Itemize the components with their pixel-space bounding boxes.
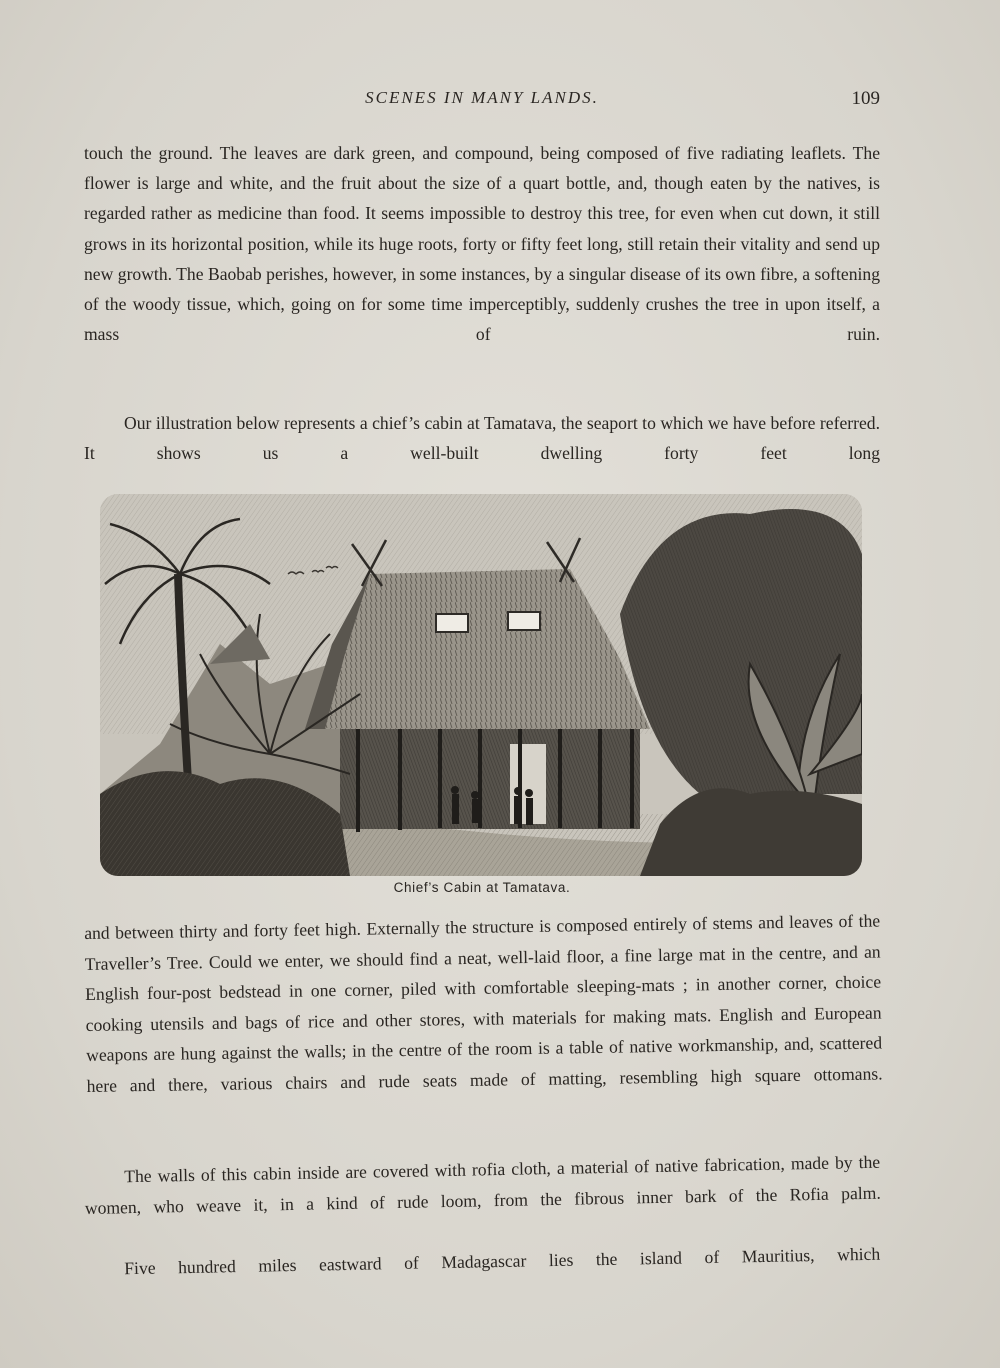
page-number: 109 (851, 88, 880, 109)
paragraph-illustration-intro: Our illustration below represents a chief’s cabin at Tamatava, the seaport to which we have before referred. It shows us a well-built dwelling forty feet long (84, 413, 880, 464)
figure-caption: Chief’s Cabin at Tamatava. (393, 880, 571, 895)
paragraph-baobab: touch the ground. The leaves are dark green, and compound, being composed of five radiating leaflets. The flower is large and white, and the fruit about the size of a quart bottle, and, though eaten by the natives, is regarded rather as medicine than food. It seems impossible to destroy this tree, for even when cut down, it still grows in its horizontal position, while its huge roots, forty or fifty feet long, still retain their vitality and send up new growth. The Baobab perishes, however, in some instances, by a singular disease of its own fibre, a softening of the woody tissue, which, going on for some time imperceptibly, suddenly crushes the tree in upon itself, a mass of ruin. (84, 143, 880, 345)
running-title: SCENES IN MANY LANDS. (365, 88, 599, 107)
paragraph-rofia-cloth: The walls of this cabin inside are covered with rofia cloth, a material of native fabrication, made by the women, who weave it, in a kind of rude loom, from the fibrous inner bark of the Rofia palm. (84, 1151, 881, 1218)
cabin-engraving-drawing (100, 494, 862, 876)
paragraph-cabin-interior: and between thirty and forty feet high. Externally the structure is composed entirely of stems and leaves of the Traveller’s Tree. Could we enter, we should find a neat, well-laid floor, a fine large mat in the centre, and an English four-post bedstead in one corner, piled with comfortable sleeping-mats ; in another corner, choice cooking utensils and bags of rice and other stores, with materials for making mats. English and European weapons are hung against the walls; in the centre of the room is a table of native workmanship, and, scattered here and there, various chairs and rude seats made of matting, resembling high square ottomans. (84, 910, 883, 1096)
cabin-engraving (100, 494, 862, 876)
paragraph-mauritius: Five hundred miles eastward of Madagascar lies the island of Mauritius, which (124, 1243, 881, 1279)
running-head (84, 88, 880, 114)
